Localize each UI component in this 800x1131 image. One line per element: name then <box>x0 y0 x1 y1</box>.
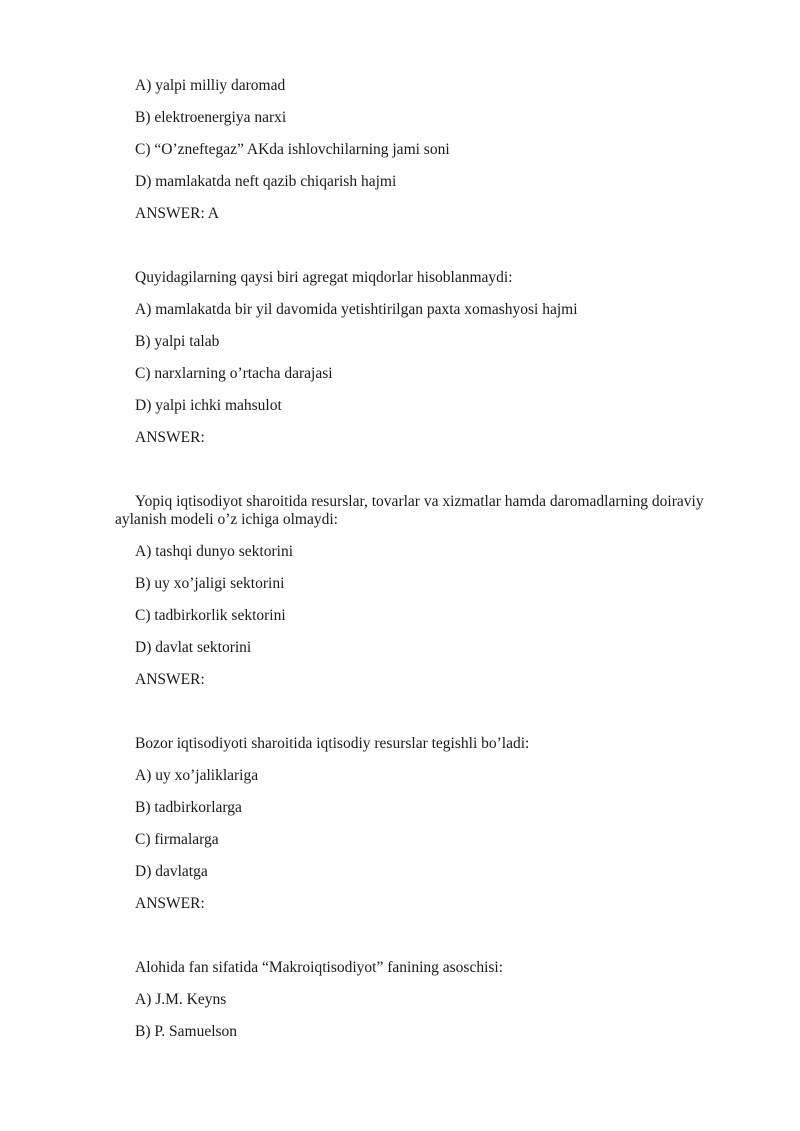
option-a: A) mamlakatda bir yil davomida yetishtirilgan paxta xomashyosi hajmi <box>135 301 578 318</box>
option-c: C) tadbirkorlik sektorini <box>135 607 286 624</box>
option-b: B) tadbirkorlarga <box>135 799 242 816</box>
option-a: A) tashqi dunyo sektorini <box>135 543 293 560</box>
option-b: B) elektroenergiya narxi <box>135 109 287 126</box>
option-c: C) “O’zneftegaz” AKda ishlovchilarning jami soni <box>135 141 450 158</box>
answer: ANSWER: <box>135 671 205 688</box>
option-d: D) davlatga <box>135 863 208 880</box>
option-a: A) J.M. Keyns <box>135 991 227 1008</box>
option-d: D) mamlakatda neft qazib chiqarish hajmi <box>135 173 397 190</box>
question: Yopiq iqtisodiyot sharoitida resurslar, tovarlar va xizmatlar hamda daromadlarning doiraviy aylanish modeli o’z ichiga olmaydi: <box>115 493 704 528</box>
answer: ANSWER: <box>135 895 205 912</box>
option-b: B) P. Samuelson <box>135 1023 238 1040</box>
option-b: B) yalpi talab <box>135 333 220 350</box>
answer: ANSWER: <box>135 429 205 446</box>
option-c: C) firmalarga <box>135 831 219 848</box>
option-d: D) davlat sektorini <box>135 639 252 656</box>
question: Quyidagilarning qaysi biri agregat miqdorlar hisoblanmaydi: <box>135 269 513 286</box>
question: Bozor iqtisodiyoti sharoitida iqtisodiy resurslar tegishli bo’ladi: <box>135 735 530 752</box>
option-a: A) yalpi milliy daromad <box>135 77 286 94</box>
option-d: D) yalpi ichki mahsulot <box>135 397 282 414</box>
option-c: C) narxlarning o’rtacha darajasi <box>135 365 333 382</box>
option-b: B) uy xo’jaligi sektorini <box>135 575 285 592</box>
option-a: A) uy xo’jaliklariga <box>135 767 259 784</box>
answer: ANSWER: A <box>135 205 219 222</box>
question: Alohida fan sifatida “Makroiqtisodiyot” fanining asoschisi: <box>135 959 504 976</box>
